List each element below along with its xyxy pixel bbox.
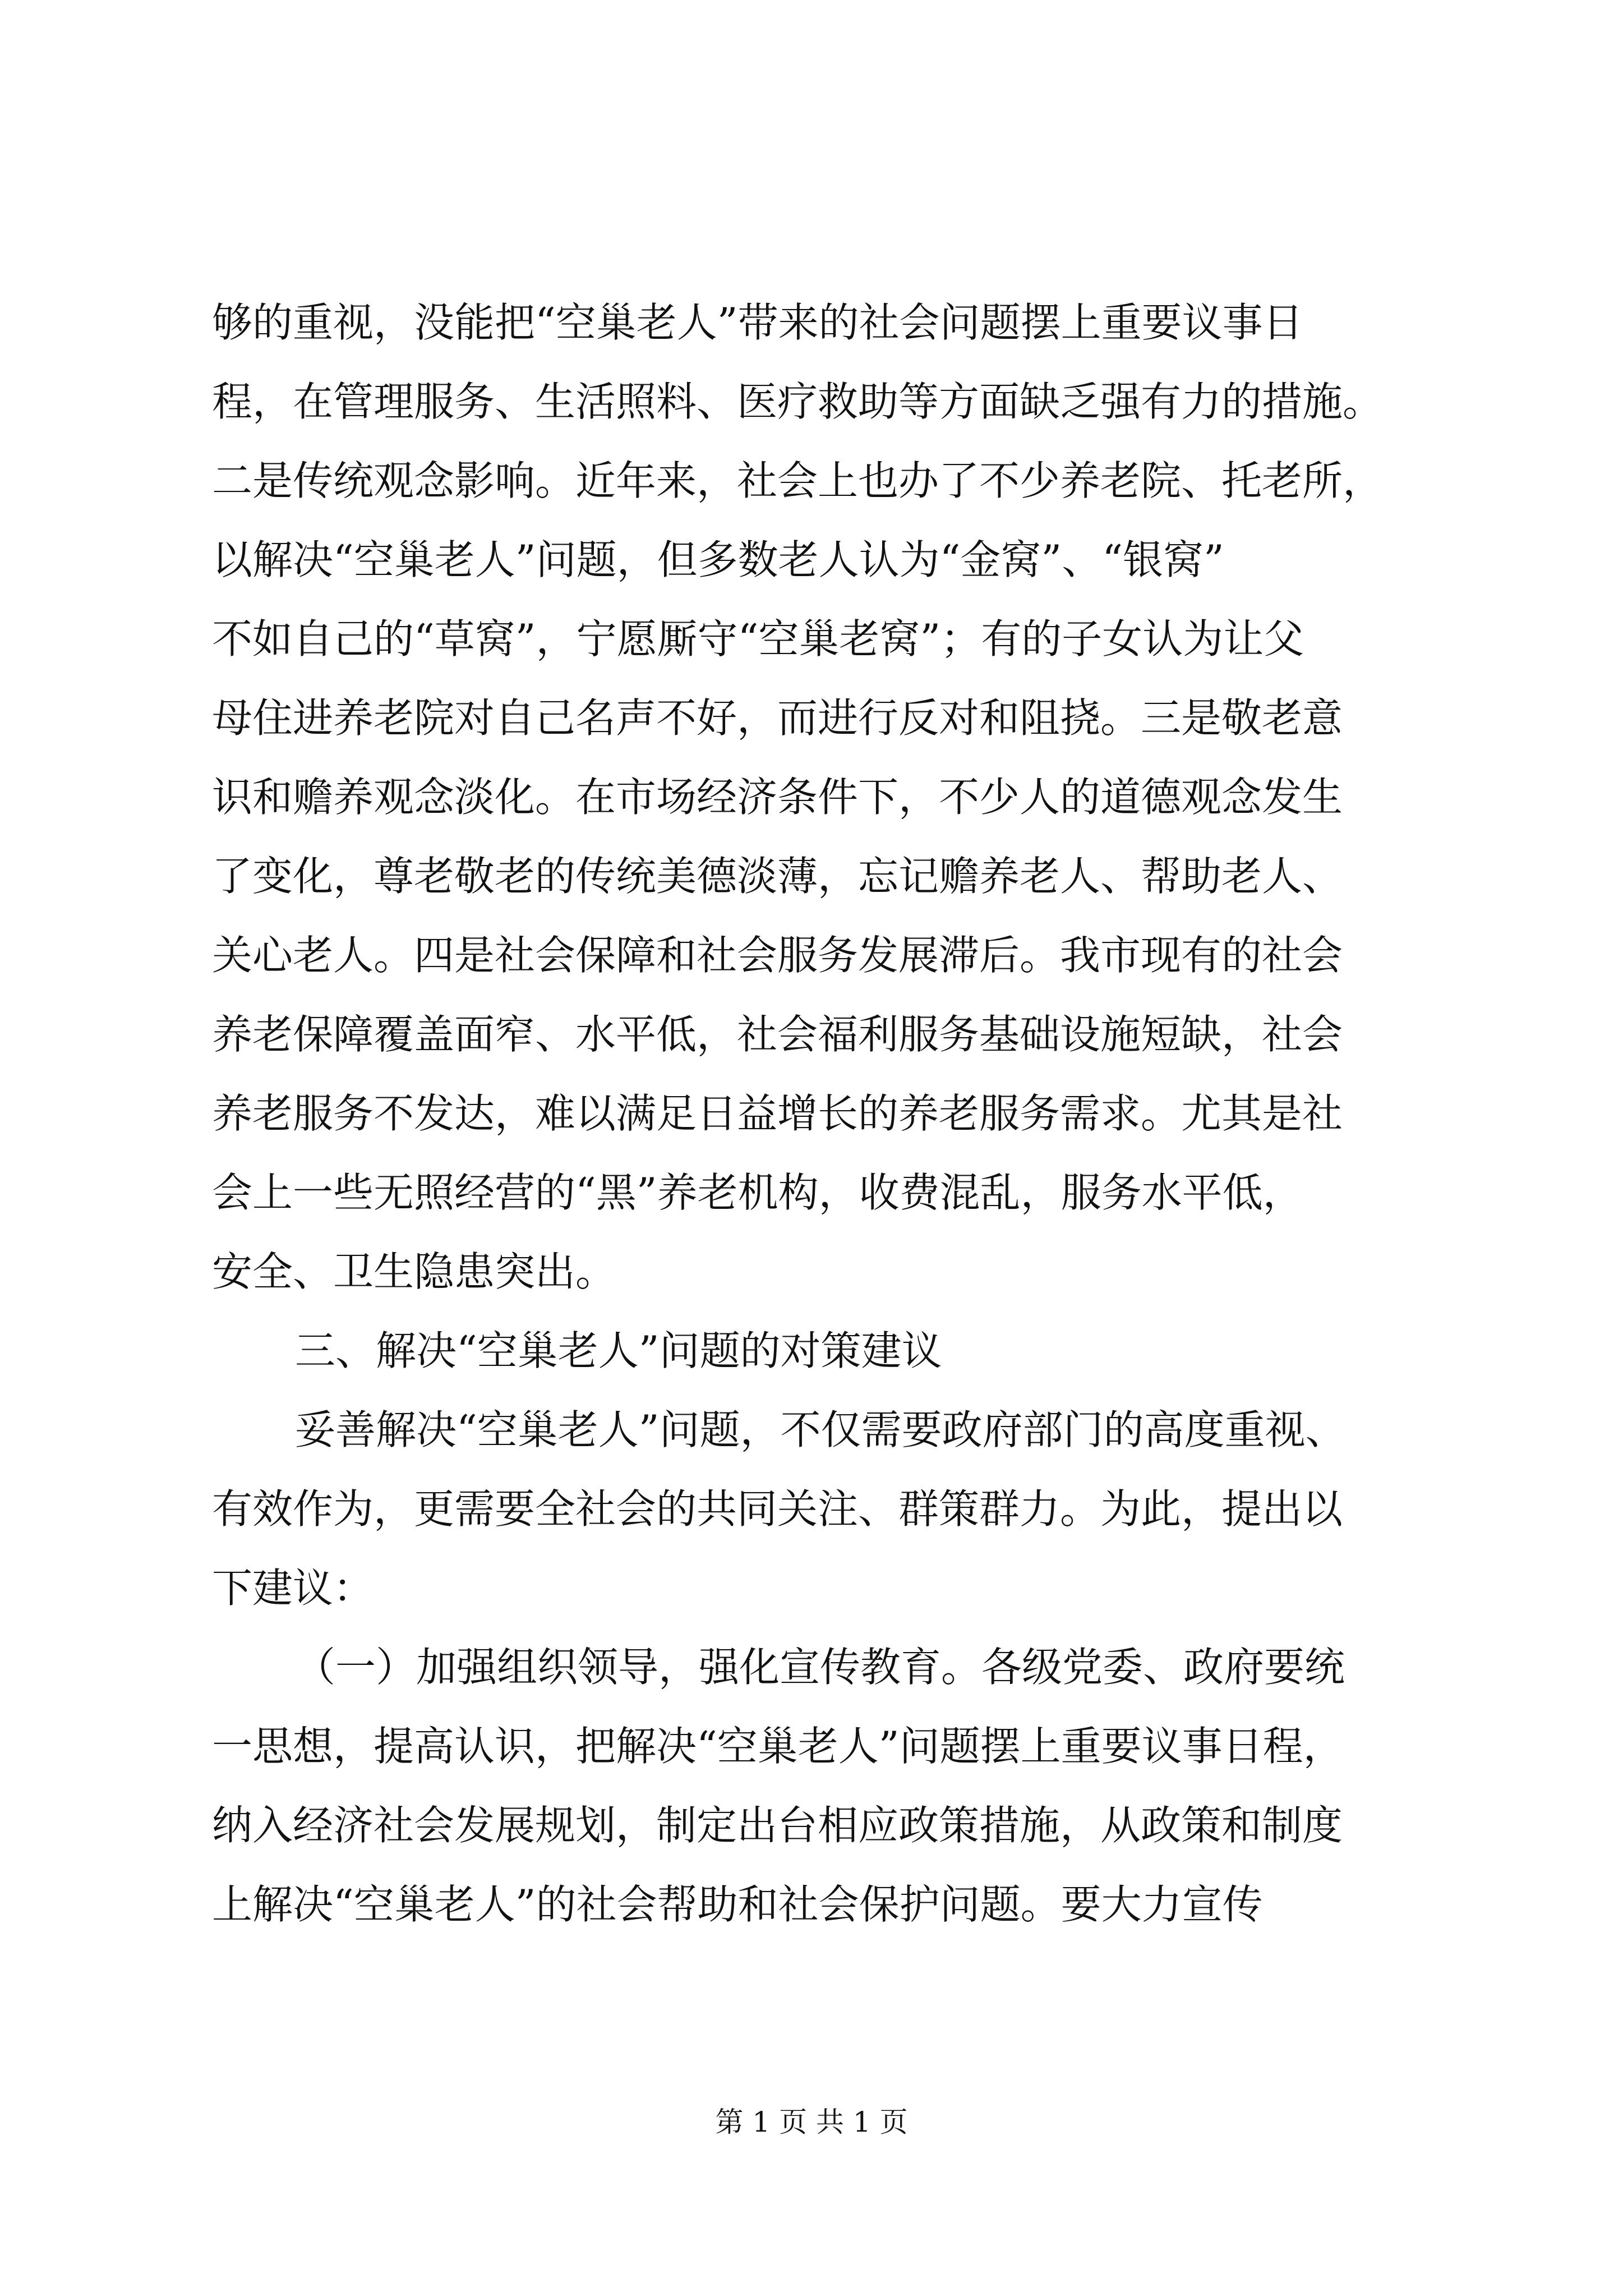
subsection-line: （一）加强组织领导，强化宣传教育。各级党委、政府要统	[295, 1644, 1345, 1691]
text-line-20: 纳入经济社会发展规划，制定出台相应政策措施，从政策和制度	[212, 1802, 1343, 1849]
text-line-4: 以解决“空巢老人”问题，但多数老人认为“金窝”、“银窝”	[212, 536, 1224, 583]
text-line-6: 母住进养老院对自己名声不好，而进行反对和阻挠。三是敬老意	[212, 694, 1343, 742]
text-line-5: 不如自己的“草窝”，宁愿厮守“空巢老窝”；有的子女认为让父	[212, 615, 1304, 662]
section-heading: 三、解决“空巢老人”问题的对策建议	[295, 1327, 942, 1374]
text-line-7: 识和赡养观念淡化。在市场经济条件下，不少人的道德观念发生	[212, 774, 1343, 821]
text-line-12: 会上一些无照经营的“黑”养老机构，收费混乱，服务水平低，	[212, 1169, 1303, 1216]
text-line-9: 关心老人。四是社会保障和社会服务发展滞后。我市现有的社会	[212, 932, 1343, 979]
page-footer: 第 1 页 共 1 页	[715, 2106, 908, 2138]
text-line-2: 程，在管理服务、生活照料、医疗救助等方面缺乏强有力的措施。	[212, 378, 1384, 425]
text-line-16: 有效作为，更需要全社会的共同关注、群策群力。为此，提出以	[212, 1485, 1343, 1533]
text-line-21: 上解决“空巢老人”的社会帮助和社会保护问题。要大力宣传	[212, 1881, 1263, 1928]
text-line-10: 养老保障覆盖面窄、水平低，社会福利服务基础设施短缺，社会	[212, 1011, 1343, 1058]
text-line-11: 养老服务不发达，难以满足日益增长的养老服务需求。尤其是社	[212, 1090, 1343, 1137]
text-line-19: 一思想，提高认识，把解决“空巢老人”问题摆上重要议事日程，	[212, 1723, 1344, 1770]
text-line-1: 够的重视，没能把“空巢老人”带来的社会问题摆上重要议事日	[212, 299, 1303, 346]
text-line-8: 了变化，尊老敬老的传统美德淡薄，忘记赡养老人、帮助老人、	[212, 853, 1343, 900]
text-line-17: 下建议：	[212, 1565, 374, 1612]
text-line-3: 二是传统观念影响。近年来，社会上也办了不少养老院、托老所，	[212, 457, 1384, 504]
text-line-13: 安全、卫生隐患突出。	[212, 1248, 616, 1295]
text-line-15: 妥善解决“空巢老人”问题，不仅需要政府部门的高度重视、	[295, 1406, 1346, 1453]
